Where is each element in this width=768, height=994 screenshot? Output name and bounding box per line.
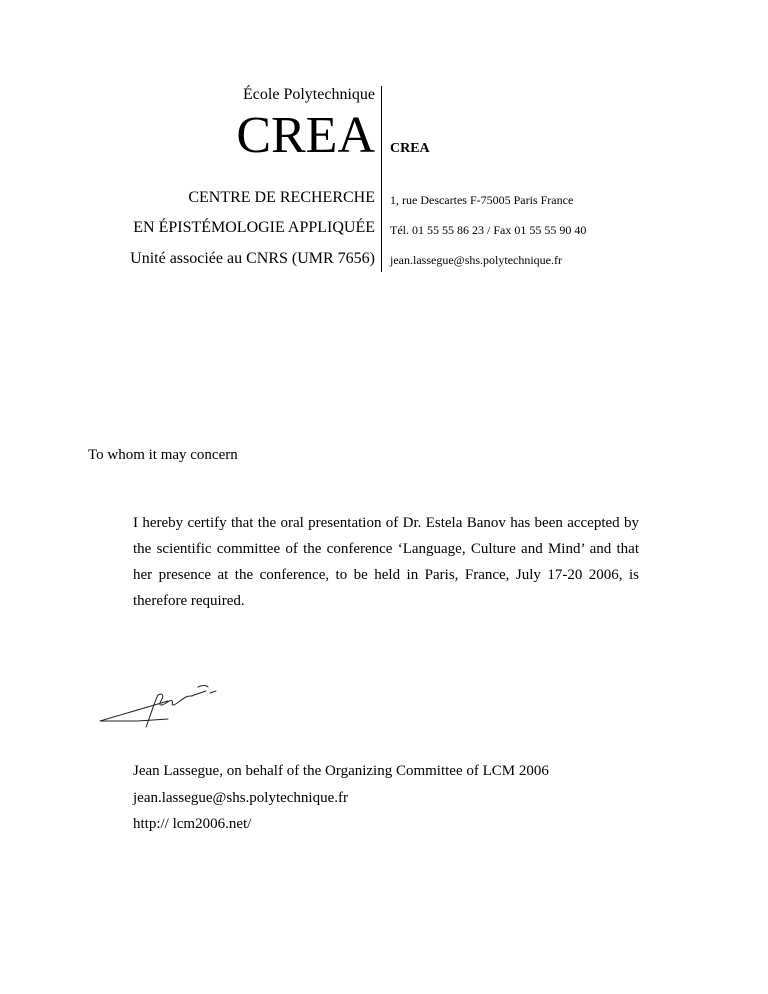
header-email: jean.lassegue@shs.polytechnique.fr <box>390 253 563 267</box>
address-line: 1, rue Descartes F-75005 Paris France <box>390 193 574 207</box>
salutation: To whom it may concern <box>88 447 238 463</box>
org-name-large: CREA <box>236 107 375 164</box>
school-name: École Polytechnique <box>243 86 375 103</box>
letter-body: I hereby certify that the oral presentation of Dr. Estela Banov has been accepted by the scientific committee of the conference ‘Language, Culture and Mind’ and that her presence at the conference, to be held in Paris, France, July 17-20 2006, is therefore required. <box>133 515 639 609</box>
signature-email[interactable]: jean.lassegue@shs.polytechnique.fr <box>133 790 349 806</box>
signature-name: Jean Lassegue, on behalf of the Organizing Committee of LCM 2006 <box>133 763 549 779</box>
letterhead-divider <box>381 86 382 272</box>
lab-affiliation: Unité associée au CNRS (UMR 7656) <box>130 250 375 267</box>
conference-url[interactable]: http:// lcm2006.net/ <box>133 816 252 832</box>
lab-name-line-2: EN ÉPISTÉMOLOGIE APPLIQUÉE <box>133 219 375 236</box>
handwritten-signature <box>98 683 218 729</box>
phone-fax-line: Tél. 01 55 55 86 23 / Fax 01 55 55 90 40 <box>390 223 587 237</box>
org-name-small: CREA <box>390 141 430 156</box>
lab-name-line-1: CENTRE DE RECHERCHE <box>188 189 375 206</box>
